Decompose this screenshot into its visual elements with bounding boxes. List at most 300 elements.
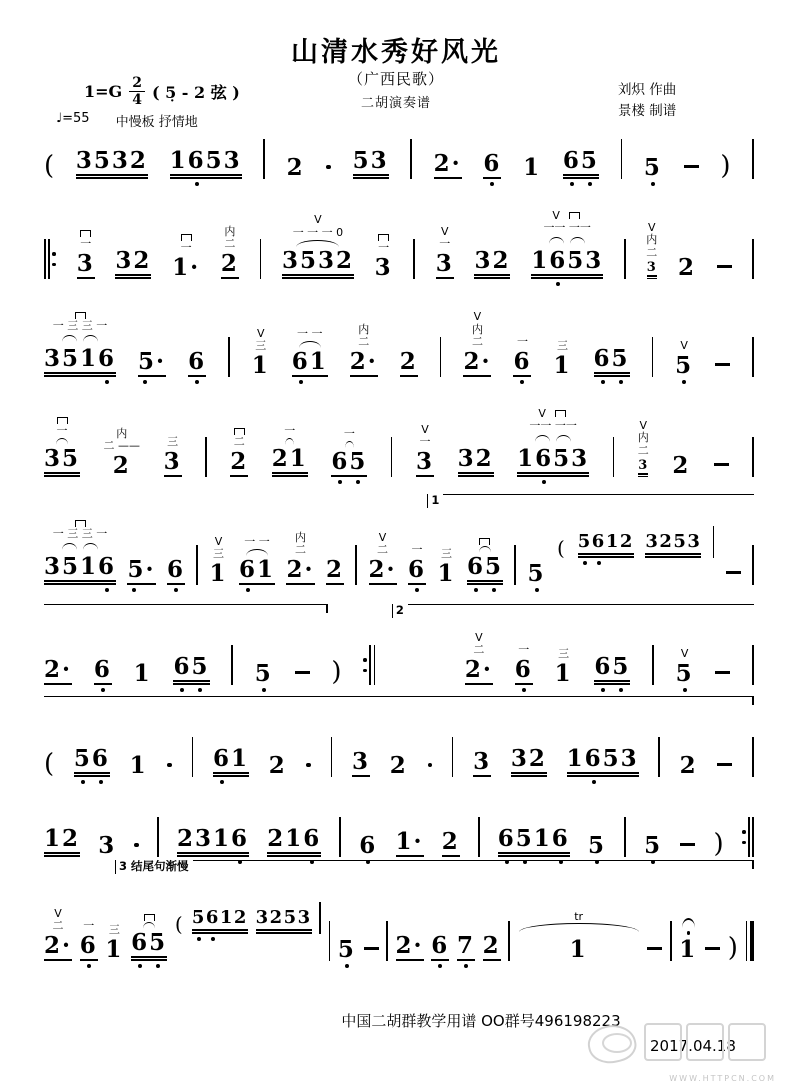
beam-line <box>44 472 80 474</box>
note-digits: 3 <box>646 259 657 275</box>
beam-underlines <box>511 770 547 777</box>
note-digits: 53 <box>352 146 389 174</box>
octave-dots <box>554 377 572 386</box>
slur-arc <box>556 435 571 442</box>
note-token <box>134 662 152 694</box>
annotation-text: 三 <box>557 339 568 353</box>
low-octave-dot <box>592 780 596 784</box>
down-bow-icon <box>378 234 389 241</box>
barline-stroke <box>440 337 442 377</box>
beam-line <box>267 852 321 854</box>
low-octave-dot <box>246 588 250 592</box>
note-digits: 6516 <box>497 824 570 852</box>
cue-barline <box>713 553 715 594</box>
low-octave-dot <box>588 182 592 186</box>
beam-underlines <box>563 172 599 179</box>
octave-dots <box>523 179 541 188</box>
note-digits: 3253 <box>645 530 702 552</box>
note-token <box>467 538 503 594</box>
note-token <box>239 536 275 594</box>
annotation-line <box>543 235 591 248</box>
repeat-dot <box>363 669 367 673</box>
low-octave-dot <box>535 588 539 592</box>
octave-dots <box>94 685 112 694</box>
down-bow-icon <box>75 312 86 319</box>
note-token <box>255 662 273 694</box>
repeat-end-sign <box>363 645 375 694</box>
key-signature-line <box>84 76 240 107</box>
note-annotations <box>167 428 178 449</box>
augmentation-dot <box>306 763 311 787</box>
barline <box>410 139 412 188</box>
note-column <box>44 931 73 970</box>
volta-bracket <box>427 493 754 507</box>
annotation-text: 一 <box>343 427 355 441</box>
note-column <box>44 444 81 486</box>
note-token <box>286 532 314 594</box>
beam-line <box>272 472 308 474</box>
note-digits: 65 <box>131 928 168 956</box>
note-annotations <box>518 911 640 937</box>
annotation-text: 一 一 一 0 <box>292 225 344 239</box>
note-digits: 61 <box>212 744 249 772</box>
note-digits: 1· <box>172 254 201 281</box>
note-annotations <box>53 520 108 553</box>
octave-dots <box>127 585 155 594</box>
octave-dots <box>644 179 662 188</box>
low-octave-dot <box>299 380 303 384</box>
half-note-dash <box>715 671 730 694</box>
parenthesis <box>557 538 566 567</box>
note-digits: 65 <box>594 652 631 680</box>
note-token <box>482 931 501 970</box>
note-digits: 2 <box>230 447 249 475</box>
time-signature-denominator: 4 <box>132 92 142 108</box>
note-digits: 3 <box>163 447 182 475</box>
note-token <box>210 536 228 594</box>
octave-dots <box>676 685 694 694</box>
octave-dots <box>511 777 547 786</box>
parenthesis <box>331 659 341 694</box>
note-digits: 2 <box>399 347 418 375</box>
annotation-line <box>83 920 94 933</box>
dash-stroke <box>715 363 730 366</box>
octave-dots <box>465 685 493 694</box>
beam-underlines <box>578 551 634 558</box>
low-octave-dot <box>438 964 442 968</box>
beam-line <box>44 852 80 854</box>
beam-line <box>563 174 599 176</box>
note-column <box>433 149 462 188</box>
annotation-text: V <box>440 224 449 238</box>
note-token <box>399 347 418 386</box>
octave-dots <box>44 685 72 694</box>
note-token <box>272 425 308 486</box>
annotation-line <box>638 445 649 458</box>
note-token <box>104 428 141 486</box>
beam-underlines <box>272 470 308 477</box>
note-annotations <box>543 210 591 248</box>
note-column <box>210 562 228 594</box>
barline-stroke <box>752 645 754 685</box>
music-system-6 <box>44 604 754 694</box>
note-column <box>188 347 207 386</box>
low-octave-dot <box>542 480 546 484</box>
annotation-text: 一一 一一 <box>543 221 591 235</box>
note-annotations <box>473 632 484 657</box>
octave-dots <box>473 777 491 786</box>
note-token <box>115 232 151 288</box>
octave-dots <box>44 961 72 970</box>
barline-stroke <box>192 737 194 777</box>
note-token <box>287 156 305 188</box>
annotation-text: V <box>680 339 688 353</box>
annotation-line <box>681 918 696 929</box>
annotation-line <box>358 336 369 349</box>
note-annotations <box>376 234 391 255</box>
octave-dots <box>44 777 54 786</box>
octave-dots <box>134 685 152 694</box>
note-digits: 1 <box>133 660 152 687</box>
note-annotations <box>213 536 224 561</box>
barline <box>339 817 341 866</box>
note-digits: 2 <box>672 452 691 479</box>
octave-dots <box>457 961 475 970</box>
repeat-dots <box>742 830 746 844</box>
note-token <box>44 655 73 694</box>
note-token <box>255 906 312 943</box>
note-digits: 2· <box>44 931 73 959</box>
note-digits: 6 <box>483 149 502 177</box>
note-annotations <box>358 324 369 349</box>
note-annotations <box>55 417 70 446</box>
note-column <box>239 555 276 594</box>
note-token <box>131 914 167 970</box>
note-column <box>510 744 547 786</box>
dot-shape <box>326 165 331 170</box>
note-annotations <box>420 424 431 449</box>
annotation-line <box>53 920 64 933</box>
note-column <box>457 444 494 486</box>
octave-dots <box>282 279 354 288</box>
watermark-url: WWW.HTTPCN.COM <box>669 1074 776 1083</box>
low-octave-dot <box>180 688 184 692</box>
fermata-arc <box>682 918 695 928</box>
note-digits: 1653 <box>566 744 639 772</box>
note-column <box>395 931 424 970</box>
octave-dots <box>408 585 426 594</box>
note-digits: 5 <box>337 936 356 963</box>
parenthesis <box>44 153 54 188</box>
barline <box>413 239 415 288</box>
down-bow-icon <box>555 410 566 417</box>
note-column <box>175 914 184 943</box>
song-origin: （广西民歌） <box>347 70 444 88</box>
annotation-line <box>293 214 344 227</box>
note-token <box>562 146 599 188</box>
note-column <box>566 744 639 786</box>
note-annotations <box>104 428 141 453</box>
repeat-sign-glyph <box>746 921 754 961</box>
note-token <box>465 632 493 694</box>
annotation-text: 一 <box>411 543 423 557</box>
annotation-text: 一 <box>419 435 431 449</box>
note-column <box>557 538 566 567</box>
note-token <box>169 146 242 188</box>
note-column <box>399 347 418 386</box>
system-notes-row <box>44 311 754 386</box>
annotation-text: 二 <box>52 919 64 933</box>
octave-dots <box>252 377 270 386</box>
music-system-8 <box>44 790 754 866</box>
low-octave-dot <box>99 780 103 784</box>
octave-dots <box>172 279 200 288</box>
annotation-text: V <box>54 906 62 920</box>
barline-stroke <box>713 526 715 558</box>
annotation-line <box>472 336 483 349</box>
repeat-dot <box>363 658 367 662</box>
note-token <box>44 417 80 486</box>
barline-stroke <box>329 921 331 961</box>
beam-underlines <box>173 678 209 685</box>
dash-stroke <box>715 671 730 674</box>
note-digits: 1 <box>554 660 573 687</box>
note-token <box>515 644 533 694</box>
metronome-mark: ♩=55 <box>56 111 90 126</box>
tuning: ( 5̣ - 2 弦 ) <box>151 83 240 102</box>
note-token <box>483 149 502 188</box>
low-octave-dot <box>490 182 494 186</box>
repeat-dot <box>52 252 56 256</box>
note-column <box>672 454 690 486</box>
beam-underlines <box>44 470 80 477</box>
note-column <box>105 938 123 970</box>
low-octave-dot <box>195 182 199 186</box>
barline <box>263 139 265 188</box>
note-column <box>44 751 54 786</box>
music-system-9 <box>44 860 754 970</box>
note-digits: 65 <box>466 552 503 580</box>
low-octave-dot <box>81 780 85 784</box>
annotation-line <box>297 328 323 341</box>
note-digits: 5· <box>127 555 156 583</box>
beam-line <box>256 929 312 931</box>
note-digits: 6 <box>188 347 207 375</box>
note-digits: 3532 <box>75 146 148 174</box>
barline-stroke <box>658 737 660 777</box>
down-bow-icon <box>569 212 580 219</box>
note-digits: ) <box>720 151 731 181</box>
low-octave-dot <box>156 964 160 968</box>
octave-dots <box>256 934 312 943</box>
low-octave-dot <box>356 480 360 484</box>
octave-dots <box>213 777 249 786</box>
note-digits: 2 <box>268 752 287 779</box>
note-digits: 1· <box>395 827 424 855</box>
octave-dots <box>515 685 533 694</box>
barline-stroke <box>478 817 480 857</box>
barline-stroke <box>752 239 754 279</box>
watermark-glyph-2 <box>686 1023 724 1061</box>
note-column <box>331 659 341 694</box>
octave-dots <box>105 961 123 970</box>
half-note-dash <box>717 763 732 786</box>
octave-dots <box>720 179 730 188</box>
note-digits: 2 <box>220 249 239 277</box>
repeat-dots <box>363 658 367 672</box>
dot-shape <box>167 763 172 768</box>
note-column <box>76 249 95 288</box>
system-notes-row <box>44 210 754 288</box>
beam-underlines <box>474 272 510 279</box>
note-digits: 2 <box>112 452 131 479</box>
dot-shape <box>306 763 311 768</box>
repeat-sign-glyph <box>742 817 754 857</box>
annotation-line <box>529 433 577 446</box>
low-octave-dot <box>105 588 109 592</box>
note-annotations <box>412 544 423 557</box>
barline <box>478 817 480 866</box>
note-digits: 2 <box>286 154 305 181</box>
note-digits: 6 <box>513 347 532 375</box>
octave-dots <box>467 585 503 594</box>
barline-stroke <box>670 921 672 961</box>
barline-stroke <box>752 737 754 777</box>
note-annotations <box>255 328 266 353</box>
annotation-line <box>412 544 423 557</box>
note-digits: 32 <box>510 744 547 772</box>
low-octave-dot <box>174 588 178 592</box>
note-column <box>138 347 167 386</box>
octave-dots <box>130 777 148 786</box>
note-digits: 3 <box>473 747 492 775</box>
beam-line <box>638 473 648 474</box>
note-column <box>269 754 287 786</box>
note-column <box>517 444 590 486</box>
beam-underlines <box>213 770 249 777</box>
note-column <box>325 555 344 594</box>
trill-arc <box>519 923 639 932</box>
annotation-text: 二 <box>646 246 658 260</box>
beam-underlines <box>76 172 148 179</box>
octave-dots <box>578 558 634 567</box>
annotation-text: V <box>378 530 387 544</box>
annotation-text: 一 <box>56 423 68 437</box>
note-column <box>163 447 182 486</box>
beam-line <box>44 580 116 582</box>
note-digits: 32 <box>115 246 152 274</box>
note-column <box>554 354 572 386</box>
annotation-text: 一 <box>518 643 530 657</box>
down-bow-icon <box>57 417 68 424</box>
slur-arc <box>143 922 156 929</box>
note-annotations <box>646 222 657 260</box>
low-octave-dot <box>132 588 136 592</box>
note-digits: 61 <box>239 555 276 583</box>
note-column <box>390 754 408 786</box>
composer-credit: 刘炽 作曲 <box>618 82 677 98</box>
annotation-line <box>472 311 483 324</box>
octave-dots <box>167 585 185 594</box>
barline <box>228 337 230 386</box>
slur-arc <box>285 438 294 445</box>
beam-underlines <box>645 551 701 558</box>
half-note-dash <box>295 671 310 694</box>
annotation-text: 一 <box>180 241 192 255</box>
low-octave-dot <box>474 588 478 592</box>
octave-dots <box>594 377 630 386</box>
note-token <box>474 232 510 288</box>
note-column <box>523 156 541 188</box>
dash-stroke <box>364 947 379 950</box>
annotation-text: V <box>647 220 656 234</box>
bar-stroke <box>752 817 754 857</box>
annotation-text: 二 <box>471 335 483 349</box>
note-token <box>77 230 95 288</box>
note-token <box>645 530 702 567</box>
watermark-logo-swirl-inner <box>602 1033 632 1053</box>
note-digits: 1 <box>209 560 228 587</box>
note-token <box>680 754 698 786</box>
note-column <box>679 938 697 970</box>
note-column <box>593 344 630 386</box>
note-column <box>127 555 156 594</box>
note-token <box>230 428 248 486</box>
note-digits: 2 <box>325 555 344 583</box>
octave-dots <box>594 685 630 694</box>
note-column <box>375 256 393 288</box>
barline-stroke <box>752 139 754 179</box>
annotation-text: V <box>538 406 553 420</box>
note-column <box>482 931 501 970</box>
barline <box>192 737 194 786</box>
beam-underlines <box>353 172 389 179</box>
annotation-line <box>142 914 157 922</box>
dash-stroke <box>647 947 662 950</box>
annotation-text: 内 <box>116 426 128 440</box>
low-octave-dot <box>338 480 342 484</box>
low-octave-dot <box>683 688 687 692</box>
music-system-2 <box>44 192 754 288</box>
annotation-line <box>518 644 529 657</box>
low-octave-dot <box>262 688 266 692</box>
note-digits: 3 <box>76 249 95 277</box>
note-annotations <box>224 226 235 251</box>
note-column <box>172 256 200 288</box>
octave-dots <box>286 585 314 594</box>
octave-dots <box>679 961 697 970</box>
octave-dots <box>431 961 449 970</box>
low-octave-dot <box>105 380 109 384</box>
annotation-line <box>53 528 108 541</box>
tempo-line <box>56 111 198 130</box>
annotation-text: 内 <box>471 322 483 336</box>
beam-underlines <box>517 470 589 477</box>
music-system-5 <box>44 494 754 594</box>
annotation-text: 内 <box>294 530 306 544</box>
octave-dots <box>44 477 80 486</box>
parenthesis <box>44 751 54 786</box>
note-token <box>554 340 572 386</box>
note-column <box>555 662 573 694</box>
note-digits: 6 <box>359 832 378 859</box>
low-octave-dot <box>220 780 224 784</box>
note-column <box>464 655 493 694</box>
note-digits: 2· <box>433 149 462 177</box>
annotation-text: 一 三 三 一 <box>52 319 108 333</box>
annotation-line <box>293 227 344 240</box>
annotation-text: 三 <box>440 547 452 561</box>
